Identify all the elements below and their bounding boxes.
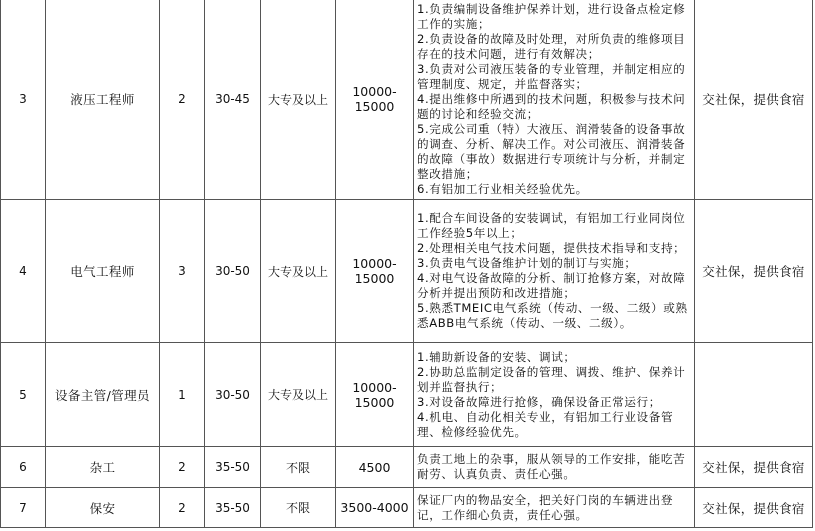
duty-line: 3.负责对公司液压装备的专业管理，并制定相应的管理制度、规定，并监督落实； xyxy=(417,61,686,91)
job-duties xyxy=(414,343,695,447)
headcount: 2 xyxy=(160,0,205,200)
duty-line: 4.机电、自动化相关专业，有铝加工行业设备管理、检修经验优先。 xyxy=(417,409,674,439)
job-title: 保安 xyxy=(46,488,160,528)
table-row xyxy=(1,488,813,528)
job-title: 设备主管/管理员 xyxy=(46,343,160,447)
education: 大专及以上 xyxy=(261,0,336,200)
benefits: 交社保，提供食宿 xyxy=(695,200,813,343)
duty-line: 3.对设备故障进行抢修，确保设备正常运行； xyxy=(417,394,661,409)
duty-line: 6.有铝加工行业相关经验优先。 xyxy=(417,181,588,196)
job-title: 杂工 xyxy=(46,447,160,488)
age-range: 35-50 xyxy=(205,447,261,488)
duty-line: 2.处理相关电气技术问题，提供技术指导和支持； xyxy=(417,241,686,255)
age-range: 35-50 xyxy=(205,488,261,528)
age-range: 30-50 xyxy=(205,343,261,447)
education: 不限 xyxy=(261,447,336,488)
benefits: 交社保，提供食宿 xyxy=(695,488,813,528)
row-number: 3 xyxy=(1,0,46,200)
education: 大专及以上 xyxy=(261,200,336,343)
duty-line: 3.负责电气设备维护计划的制订与实施； xyxy=(417,256,637,270)
duty-line: 负责工地上的杂事，服从领导的工作安排，能吃苦耐劳、认真负责、责任心强。 xyxy=(417,452,686,481)
salary: 10000-15000 xyxy=(336,0,414,200)
education: 大专及以上 xyxy=(261,343,336,447)
duty-line: 保证厂内的物品安全，把关好门岗的车辆进出登记，工作细心负责，责任心强。 xyxy=(417,492,674,522)
duty-line: 4.对电气设备故障的分析、制订抢修方案，对故障分析并提出预防和改进措施； xyxy=(417,271,686,300)
age-range: 30-50 xyxy=(205,200,261,343)
headcount: 2 xyxy=(160,488,205,528)
row-number: 6 xyxy=(1,447,46,488)
job-title: 液压工程师 xyxy=(46,0,160,200)
headcount: 3 xyxy=(160,200,205,343)
table-row xyxy=(1,0,813,200)
duty-line: 4.提出维修中所遇到的技术问题，积极参与技术问题的讨论和经验交流； xyxy=(417,91,686,121)
table-row xyxy=(1,447,813,488)
duty-line: 1.负责编制设备维护保养计划，进行设备点检定修工作的实施； xyxy=(417,1,686,31)
job-duties xyxy=(414,447,695,488)
benefits xyxy=(695,343,813,447)
job-duties xyxy=(414,200,695,343)
age-range: 30-45 xyxy=(205,0,261,200)
benefits: 交社保，提供食宿 xyxy=(695,447,813,488)
headcount: 1 xyxy=(160,343,205,447)
job-title: 电气工程师 xyxy=(46,200,160,343)
duty-line: 1.配合车间设备的安装调试，有铝加工行业同岗位工作经验5年以上； xyxy=(417,211,686,240)
duty-line: 5.完成公司重（特）大液压、润滑装备的设备事故的调查、分析、解决工作。对公司液压、润滑装备的故障（事故）数据进行专项统计与分析，并制定整改措施； xyxy=(417,121,686,181)
duty-line: 2.负责设备的故障及时处理，对所负责的维修项目存在的技术问题，进行有效解决； xyxy=(417,31,686,61)
headcount: 2 xyxy=(160,447,205,488)
table-row xyxy=(1,343,813,447)
education: 不限 xyxy=(261,488,336,528)
duty-line: 2.协助总监制定设备的管理、调拨、维护、保养计划并监督执行； xyxy=(417,364,686,394)
job-duties xyxy=(414,488,695,528)
salary: 3500-4000 xyxy=(336,488,414,528)
salary: 4500 xyxy=(336,447,414,488)
job-duties xyxy=(414,0,695,200)
table-row xyxy=(1,200,813,343)
salary: 10000-15000 xyxy=(336,343,414,447)
duty-line: 1.辅助新设备的安装、调试； xyxy=(417,349,576,364)
salary: 10000-15000 xyxy=(336,200,414,343)
row-number: 7 xyxy=(1,488,46,528)
duty-line: 5.熟悉TMEIC电气系统（传动、一级、二级）或熟悉ABB电气系统（传动、一级、二级）。 xyxy=(417,301,688,330)
row-number: 4 xyxy=(1,200,46,343)
benefits: 交社保，提供食宿 xyxy=(695,0,813,200)
row-number: 5 xyxy=(1,343,46,447)
